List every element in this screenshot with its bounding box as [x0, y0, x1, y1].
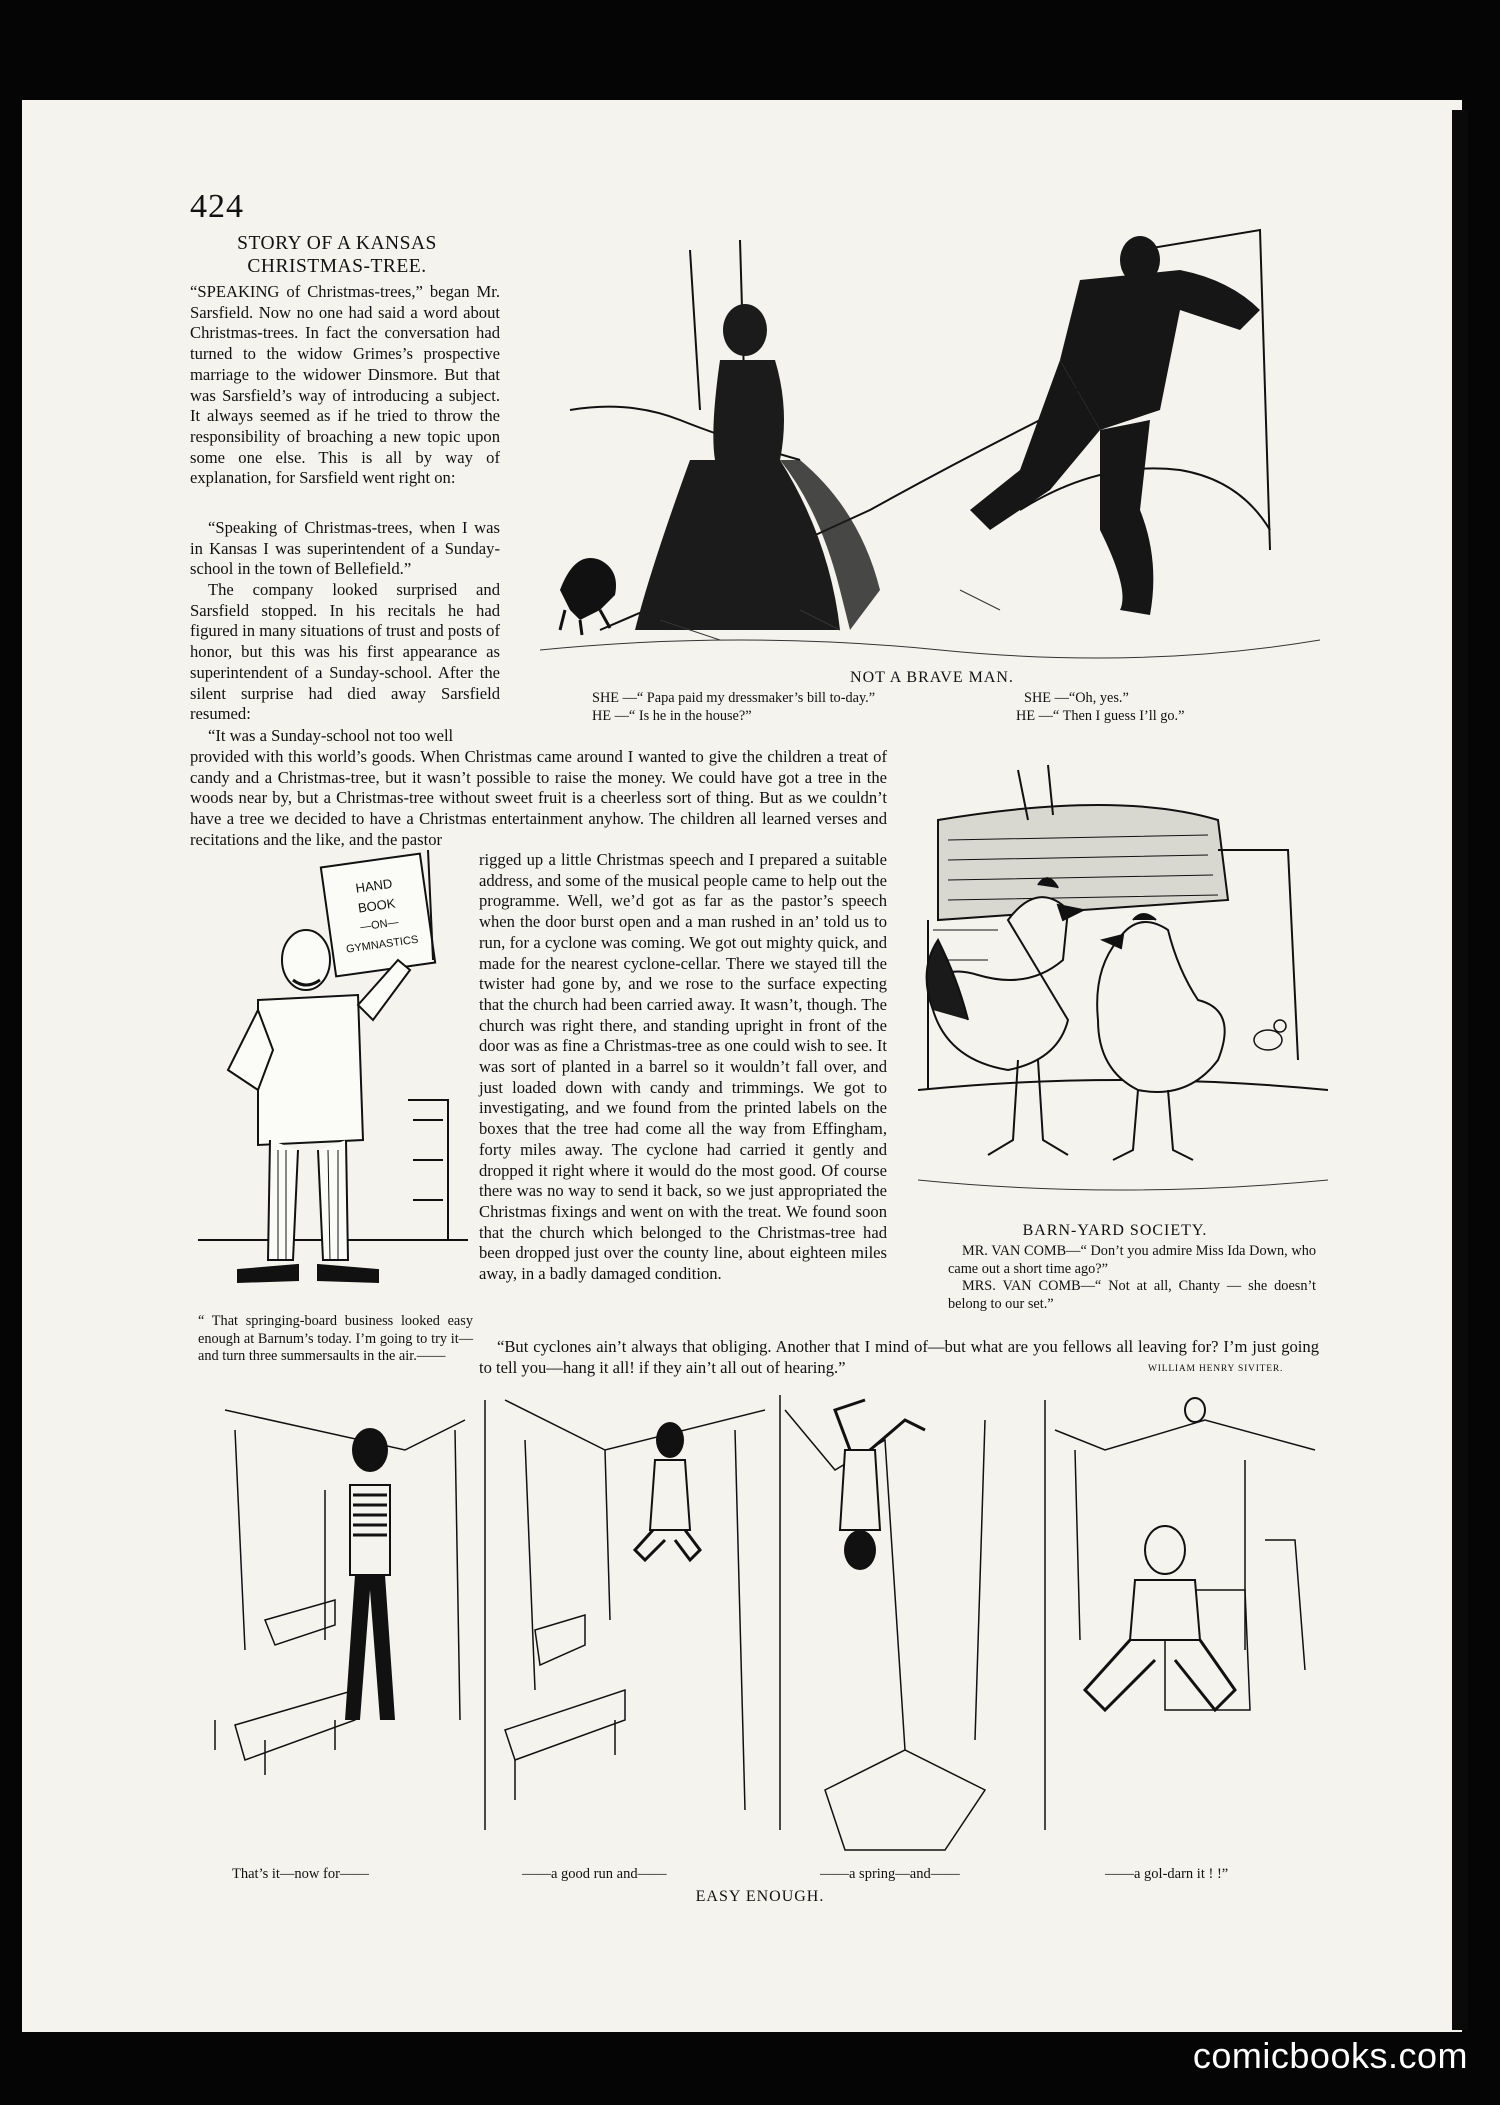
story-title-line1: STORY OF A KANSAS [237, 233, 437, 254]
gymnast-illustration [198, 820, 468, 1310]
not-a-brave-man-title: NOT A BRAVE MAN. [850, 669, 1014, 686]
gymnast-caption: “ That springing-board business looked easy enough at Barnum’s today. I’m going to try it—and turn three summersaults in the air.—— [198, 1313, 473, 1364]
gym-sign-line-4: GYMNASTICS [345, 933, 420, 956]
barn-yard-society-title: BARN-YARD SOCIETY. [1022, 1222, 1208, 1239]
gym-sign-line-3: —ON— [359, 916, 400, 934]
story-title-line2: CHRISTMAS-TREE. [247, 256, 427, 277]
not-a-brave-man-illustration [540, 210, 1320, 660]
not-a-brave-man-line-1: SHE —“ Papa paid my dressmaker’s bill to-day.” [592, 690, 876, 706]
story-paragraph-3: The company looked surprised and Sarsfield stopped. In his recitals he had figured in many situations of trust and posts of honor, but this was his first appearance as superintendent of a Sunday-school. After the silent surprise had died away Sarsfield resumed: [190, 580, 500, 724]
story-final-paragraph: “But cyclones ain’t always that obliging. Another that I mind of—but what are you fellows all leaving for? I’m just going to tell you—hang it all! if they ain’t all out of hearing.” [479, 1337, 1319, 1377]
not-a-brave-man-line-2: HE —“ Is he in the house?” [592, 708, 752, 724]
story-paragraph-4-wide: provided with this world’s goods. When Christmas came around I wanted to give the children a treat of candy and a Christmas-tree, but it wasn’t possible to raise the money. We could have got a tree in the woods near by, but a Christmas-tree without sweet fruit is a cheerless sort of thing. But as we couldn’t have a tree we decided to have a Christmas entertainment anyhow. The children all learned verses and recitations and the like, and the pastor [190, 747, 887, 849]
gym-sign-line-2: BOOK [357, 895, 397, 916]
easy-enough-panel-3-caption: ——a spring—and—— [820, 1866, 960, 1882]
gym-sign-line-1: HAND [354, 875, 394, 896]
page-number: 424 [190, 188, 244, 225]
facing-page-edge [1452, 110, 1468, 2030]
story-title [190, 232, 484, 278]
not-a-brave-man-line-4: HE —“ Then I guess I’ll go.” [1016, 708, 1185, 724]
story-author: WILLIAM HENRY SIVITER. [1148, 1364, 1284, 1374]
easy-enough-panel-1-caption: That’s it—now for—— [232, 1866, 369, 1882]
story-paragraph-2: “Speaking of Christmas-trees, when I was in Kansas I was superintendent of a Sunday-school in the town of Bellefield.” [190, 518, 500, 579]
watermark: comicbooks.com [1192, 2035, 1468, 2076]
easy-enough-title: EASY ENOUGH. [695, 1888, 825, 1905]
barn-yard-society-illustration [918, 760, 1328, 1215]
easy-enough-comic-strip [205, 1390, 1325, 1855]
story-paragraph-1: “SPEAKING of Christmas-trees,” began Mr. Sarsfield. Now no one had said a word about Christmas-trees. In fact the conversation had turned to the widow Grimes’s prospective marriage to the widower Dinsmore. But that was Sarsfield’s way of introducing a subject. It always seemed as if he tried to throw the responsibility of broaching a new topic upon some one else. This is all by way of explanation, for Sarsfield went right on: [190, 282, 500, 488]
story-paragraph-5: rigged up a little Christmas speech and I prepared a suitable address, and some of the musical people came to help out the programme. Well, we’d got as far as the pastor’s speech when the door burst open and a man rushed in an’ told us to run, for a cyclone was coming. We got out mighty quick, and made for the nearest cyclone-cellar. There we stayed till the twister had gone by, and we rose to the surface expecting that the church had been carried away. It wasn’t, though. The church was right there, and standing upright in front of the door was as fine a Christmas-tree as one could wish to see. It was sort of planted in a barrel so it wouldn’t fall over, and just loaded down with candy and trimmings. We got to investigating, and we found from the printed labels on the boxes that the tree had come all the way from Effingham, forty miles away. The cyclone had carried it gently and dropped it right where it would do the most good. Of course there was no way to send it back, so we just appropriated the Christmas fixings and went on with the treat. We found soon that the church which belonged to the Christmas-tree had been dropped just over the county line, about eighteen miles away, in a badly damaged condition. [479, 850, 887, 1284]
story-paragraph-4-start: “It was a Sunday-school not too well [208, 726, 454, 745]
easy-enough-panel-2-caption: ——a good run and—— [522, 1866, 667, 1882]
barn-yard-society-line-1: MR. VAN COMB—“ Don’t you admire Miss Ida Down, who came out a short time ago?” [948, 1243, 1316, 1277]
not-a-brave-man-line-3: SHE —“Oh, yes.” [1024, 690, 1129, 706]
easy-enough-panel-4-caption: ——a gol-darn it ! !” [1105, 1866, 1229, 1882]
barn-yard-society-line-2: MRS. VAN COMB—“ Not at all, Chanty — she doesn’t belong to our set.” [948, 1278, 1316, 1312]
